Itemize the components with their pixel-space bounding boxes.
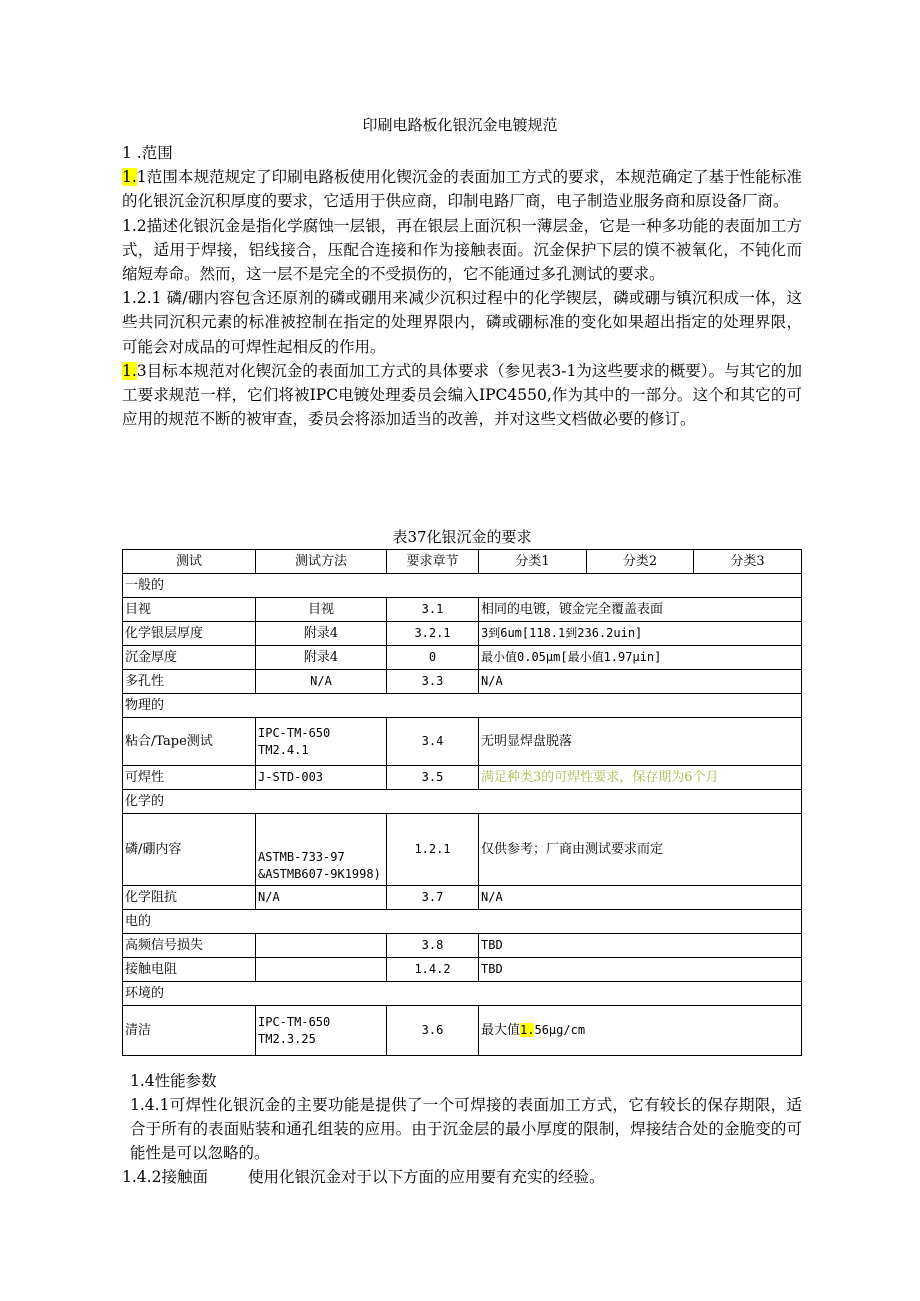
table-row: 磷/硼内容 ASTMB-733-97 &ASTMB607-9K1998) 1.2.1 仅供参考；厂商由测试要求而定 <box>123 814 802 886</box>
highlight-mark: 1. <box>122 361 137 380</box>
table-row: 可焊性 J-STD-003 3.5 满足种类3的可焊性要求，保存期为6个月 <box>123 766 802 790</box>
header-class2: 分类2 <box>587 550 694 574</box>
section-1 <box>122 141 802 431</box>
section-1-heading: 1 .范围 <box>122 144 173 162</box>
paragraph-1-4-1: 1.4.1可焊性化银沉金的主要功能是提供了一个可焊接的表面加工方式，它有较长的保存期限，适合于所有的表面贴装和通孔组装的应用。由于沉金层的最小厚度的限制，焊接结合处的金脆变的可能性是可以忽略的。 <box>130 1096 802 1162</box>
table-row: 接触电阻 1.4.2 TBD <box>123 958 802 982</box>
paragraph-1-2-1: 1.2.1 磷/硼内容包含还原剂的磷或硼用来减少沉积过程中的化学锲层，磷或硼与镇沉积成一体，这些共同沉积元素的标准被控制在指定的处理界限内，磷或硼标准的变化如果超出指定的处理界限，可能会对成品的可焊性起相反的作用。 <box>122 289 802 356</box>
table-row: 化学阻抗 N/A 3.7 N/A <box>123 886 802 910</box>
highlight-mark: 1. <box>520 1023 535 1037</box>
table-row: 粘合/Tape测试 IPC-TM-650 TM2.4.1 3.4 无明显焊盘脱落 <box>123 718 802 766</box>
group-row: 电的 <box>123 910 802 934</box>
table-row: 清洁 IPC-TM-650 TM2.3.25 3.6 最大值1.56μg/cm <box>123 1006 802 1056</box>
table-row: 多孔性 N/A 3.3 N/A <box>123 670 802 694</box>
group-row: 化学的 <box>123 790 802 814</box>
paragraph-1-4-2: 1.4.2接触面 使用化银沉金对于以下方面的应用要有充实的经验。 <box>122 1168 605 1186</box>
table-header-row <box>123 550 802 574</box>
requirements-table <box>122 549 802 1056</box>
heading-1-4: 1.4性能参数 <box>130 1072 217 1090</box>
header-method: 测试方法 <box>256 550 387 574</box>
table-caption: 表37化银沉金的要求 <box>392 528 532 546</box>
header-test: 测试 <box>123 550 256 574</box>
section-1-4 <box>122 1069 802 1189</box>
header-class1: 分类1 <box>479 550 587 574</box>
table-row: 高频信号损失 3.8 TBD <box>123 934 802 958</box>
highlight-mark: 1. <box>122 168 137 187</box>
group-row: 环境的 <box>123 982 802 1006</box>
olive-text: 满足种类3的可焊性要求，保存期为6个月 <box>479 766 802 790</box>
header-class3: 分类3 <box>694 550 802 574</box>
paragraph-1-1: 1.1范围本规范规定了印刷电路板使用化锲沉金的表面加工方式的要求，本规范确定了基于性能标准的化银沉金沉积厚度的要求，它适用于供应商，印制电路厂商，电子制造业服务商和原设备厂商。 <box>122 168 802 211</box>
paragraph-1-2: 1.2描述化银沉金是指化学腐蚀一层银，再在银层上面沉积一薄层金，它是一种多功能的表面加工方式，适用于焊接，铝线接合，压配合连接和作为接触表面。沉金保护下层的馍不被氧化，不钝化而缩短寿命。然而，这一层不是完全的不受损伤的，它不能通过多孔测试的要求。 <box>122 216 802 284</box>
table-row: 目视 目视 3.1 相同的电镀，镀金完全覆盖表面 <box>123 598 802 622</box>
table-row: 化学银层厚度 附录4 3.2.1 3到6um[118.1到236.2uin] <box>123 622 802 646</box>
group-row: 物理的 <box>123 694 802 718</box>
header-section: 要求章节 <box>387 550 479 574</box>
document-title: 印刷电路板化银沉金电镀规范 <box>362 116 558 134</box>
group-row: 一般的 <box>123 574 802 598</box>
paragraph-1-3: 1.3目标本规范对化锲沉金的表面加工方式的具体要求（参见表3-1为这些要求的概要）。与其它的加工要求规范一样，它们将被IPC电镀处理委员会编入IPC4550,作为其中的一部分。这个和其它的可应用的规范不断的被审查，委员会将添加适当的改善，并对这些文档做必要的修订。 <box>122 361 802 429</box>
table-row: 沉金厚度 附录4 0 最小值0.05μm[最小值1.97μin] <box>123 646 802 670</box>
